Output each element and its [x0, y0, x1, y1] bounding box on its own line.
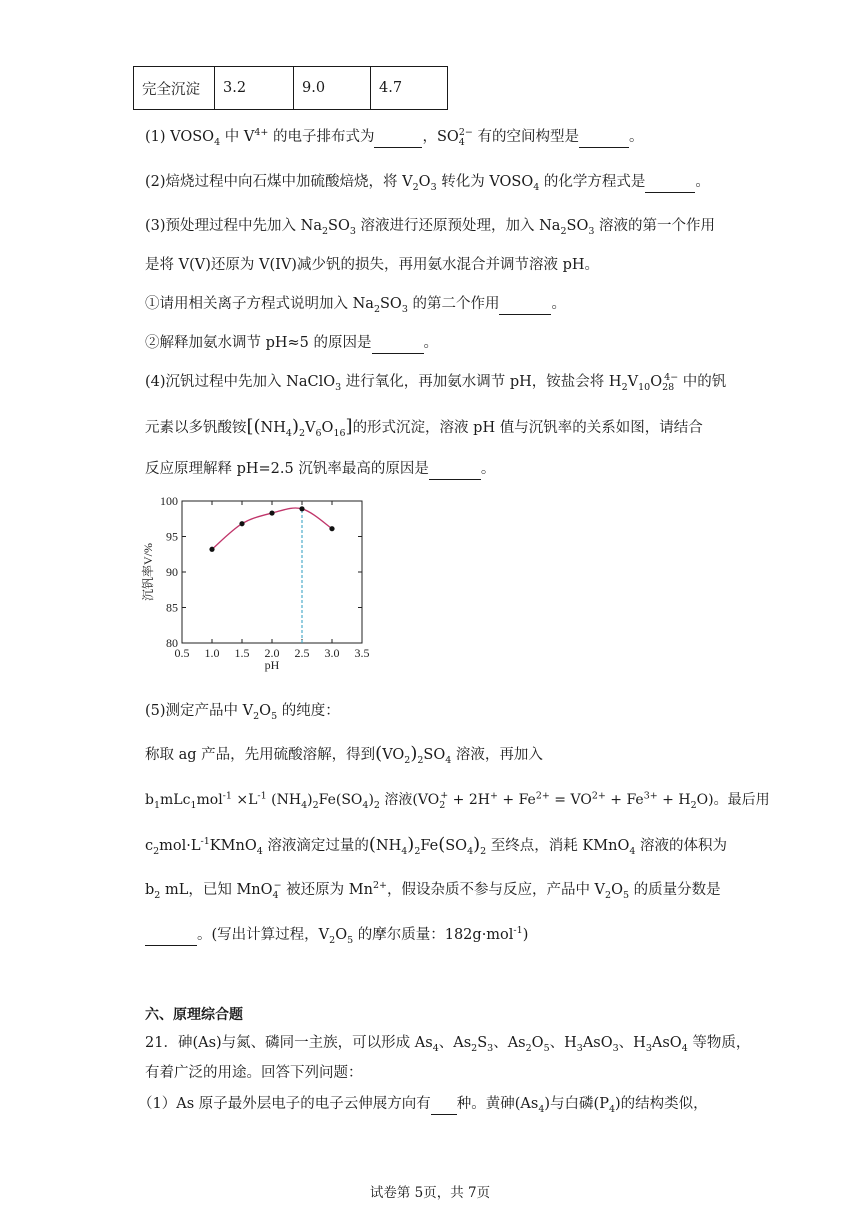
y-axis-label: 沉钒率V/%	[141, 543, 155, 601]
q4-text: 元素以多钒酸铵	[145, 420, 247, 436]
x-tick-label: 1.0	[204, 646, 220, 660]
y-tick-label: 90	[166, 565, 178, 579]
q5-text: O	[696, 792, 709, 808]
q3-text: 的第二个作用	[407, 296, 500, 312]
question-5-line-1: (5)测定产品中 $V_2O_5$ 的纯度：	[145, 703, 340, 722]
q4-text: O	[650, 374, 663, 390]
plot-frame	[182, 501, 362, 643]
answer-blank	[579, 127, 629, 148]
q21-text: 、As	[493, 1035, 526, 1051]
x-tick-label: 2.5	[294, 646, 310, 660]
q5-text: ，假设杂质不参与反应，产品中 V	[386, 882, 606, 898]
q2-text: 转化为 VOSO	[436, 174, 534, 190]
q3-text: SO	[380, 296, 402, 312]
q2-text: 。	[695, 174, 710, 190]
q21-text: )与白磷(P	[544, 1096, 609, 1112]
q1-text: 的电子排布式为	[268, 129, 375, 145]
q5-text: 溶液的体积为	[635, 838, 727, 854]
q3-text: 。	[551, 296, 566, 312]
data-point	[299, 506, 304, 511]
answer-blank	[145, 925, 197, 946]
question-5-line-3: $b_1mLc_1mol^{-1} \times L^{-1}$ $(NH_4)_2Fe(SO_4)_2$ 溶液$(VO_2^+ + 2H^+ + Fe^{2+} = VO^{2+} + Fe^{3+} + H_2O)$。最后用	[145, 790, 770, 811]
question-3-sub-2	[145, 333, 438, 354]
q4-text: V	[627, 374, 639, 390]
q21-text: )的结构类似，	[615, 1096, 708, 1112]
x-tick-label: 2.0	[264, 646, 280, 660]
q5-text: 。(写出计算过程，V	[197, 927, 330, 943]
q5-text: 至终点，消耗 KMnO	[486, 838, 630, 854]
q4-text: (4)沉钒过程中先加入 NaClO	[145, 374, 336, 390]
q1-text: (1) VOSO	[145, 129, 215, 145]
q5-text: + H	[657, 792, 691, 808]
q5-text: O	[259, 703, 272, 719]
page-footer: 试卷第 5页，共 7页	[369, 1185, 491, 1201]
x-tick-label: 3.5	[354, 646, 370, 660]
data-point	[329, 526, 334, 531]
question-4-line-3	[145, 459, 495, 480]
question-21-sub-1: （1）As 原子最外层电子的电子云伸展方向有 种。黄砷$(As_4)$与白磷$(P_4)$的结构类似，	[138, 1096, 708, 1115]
q1-text: 中 V	[220, 129, 255, 145]
answer-blank	[429, 459, 481, 480]
q5-text: b	[145, 882, 155, 898]
question-3-line-2: 是将 V(V)还原为 V(IV)减少钒的损失，再用氨水混合并调节溶液 pH。	[145, 257, 599, 273]
ammonium-polyvanadate-formula: [(	[246, 416, 261, 437]
question-1: (1) $VOSO_4$ 中 $V^{4+}$ 的电子排布式为 ，$SO_4^{2-}$ 有的空间构型是 。	[145, 127, 644, 148]
question-2: (2)焙烧过程中向石煤中加硫酸焙烧，将 $V_2O_3$ 转化为 $VOSO_4$ 的化学方程式是 。	[145, 174, 710, 193]
q5-text: )	[522, 927, 529, 943]
question-5-line-2: 称取 ag 产品，先用硫酸溶解，得到$(VO_2)_2SO_4$ 溶液，再加入	[145, 743, 543, 766]
q5-text: + Fe	[497, 792, 536, 808]
question-21-line-1: 21．砷(As)与氮、磷同一主族，可以形成 $As_4$、$As_2S_3$、$As_2O_5$、$H_3AsO_3$、$H_3AsO_4$ 等物质，	[145, 1035, 751, 1054]
q1-text: 。	[628, 129, 644, 145]
q5-text: (5)测定产品中 V	[145, 703, 254, 719]
q5-text: (NH	[266, 792, 302, 808]
q3-text: ①请用相关离子方程式说明加入 Na	[145, 296, 374, 312]
q5-text: ×L	[231, 792, 258, 808]
q4-text: 反应原理解释 pH=2.5 沉钒率最高的原因是	[145, 461, 429, 477]
q5-text: KMnO	[209, 838, 257, 854]
x-tick-label: 1.5	[234, 646, 250, 660]
q1-text: 有的空间构型是	[472, 129, 579, 145]
q21-text: 、H	[618, 1035, 646, 1051]
q4-text: 进行氧化，再加氨水调节 pH，铵盐会将 H	[341, 374, 622, 390]
q5-text: mL，已知 MnO	[160, 882, 273, 898]
q21-text: 等物质，	[687, 1035, 751, 1051]
table-cell: 9.0	[294, 67, 371, 110]
q21-text: O	[531, 1035, 544, 1051]
q4-text: 中的钒	[678, 374, 727, 390]
precipitation-table	[133, 66, 448, 110]
q5-text: 称取 ag 产品，先用硫酸溶解，得到	[145, 747, 376, 763]
q5-text: 的摩尔质量：182g·mol	[353, 927, 514, 943]
q5-text: 的质量分数是	[629, 882, 721, 898]
question-5-line-4: $c_2mol\cdot L^{-1}KMnO_4$ 溶液滴定过量的$(NH_4)_2Fe(SO_4)_2$ 至终点，消耗 KMnO$_4$ 溶液的体积为	[145, 834, 727, 857]
table-cell: 3.2	[215, 67, 294, 110]
x-tick-label: 3.0	[324, 646, 340, 660]
q2-text: O	[418, 174, 431, 190]
q3-text: SO	[328, 218, 350, 234]
q21-text: AsO	[651, 1035, 682, 1051]
q3-text: 。	[423, 335, 439, 351]
q5-text: c	[145, 838, 154, 854]
q5-text: O	[335, 927, 348, 943]
table-cell: 4.7	[371, 67, 448, 110]
q5-text: mol	[196, 792, 223, 808]
answer-blank	[499, 294, 551, 315]
q5-text: mol·L	[159, 838, 201, 854]
data-point	[269, 510, 274, 515]
y-tick-label: 80	[166, 636, 178, 650]
q5-text: 溶液滴定过量的	[262, 838, 369, 854]
q4-text: 的形式沉淀，溶液 pH 值与沉钒率的关系如图，请结合	[352, 420, 703, 436]
table-cell: 完全沉淀	[134, 67, 215, 110]
q21-text: S	[477, 1035, 488, 1051]
x-axis-label: pH	[264, 658, 280, 672]
data-point	[209, 547, 214, 552]
y-tick-label: 85	[166, 600, 178, 615]
answer-blank	[645, 172, 695, 193]
q3-text: 溶液进行还原预处理，加入 Na	[355, 218, 561, 234]
question-4-line-2: 元素以多钒酸铵$[(NH_4)_2V_6O_{16}]$的形式沉淀，溶液 pH 值与沉钒率的关系如图，请结合	[145, 416, 703, 439]
question-3-line-1: (3)预处理过程中先加入 $Na_2SO_3$ 溶液进行还原预处理，加入 $Na_2SO_3$ 溶液的第一个作用	[145, 218, 715, 237]
q21-text: 种。黄砷(As	[456, 1096, 539, 1112]
q3-text: (3)预处理过程中先加入 Na	[145, 218, 322, 234]
q5-text: + 2H	[448, 792, 490, 808]
q3-text: ②解释加氨水调节 pH≈5 的原因是	[145, 335, 372, 351]
q1-text: ，SO	[422, 129, 459, 145]
q5-text: b	[145, 792, 154, 808]
vanadium-precipitation-chart	[140, 490, 380, 680]
q4-text: 。	[480, 461, 496, 477]
question-21-line-2: 有着广泛的用途。回答下列问题：	[145, 1065, 363, 1081]
q5-text: Fe(SO	[318, 792, 363, 808]
q5-text: VO	[417, 792, 440, 808]
q5-text: 溶液(	[379, 792, 418, 808]
q2-text: 的化学方程式是	[539, 174, 646, 190]
q3-text: SO	[566, 218, 589, 234]
question-5-line-5: $b_2$ mL，已知 MnO$_4$− 被还原为 $Mn^{2+}$，假设杂质不参与反应，产品中 $V_2O_5$ 的质量分数是	[145, 880, 721, 901]
q5-text: )	[307, 792, 313, 808]
answer-blank	[374, 127, 422, 148]
y-tick-label: 95	[166, 529, 178, 544]
q2-text: (2)焙烧过程中向石煤中加硫酸焙烧，将 V	[145, 174, 413, 190]
question-5-line-6: 。(写出计算过程，$V_2O_5$ 的摩尔质量：182g·mol$^{-1}$)	[145, 925, 528, 946]
q21-text: （1）As 原子最外层电子的电子云伸展方向有	[138, 1096, 431, 1112]
answer-blank	[431, 1094, 457, 1115]
q3-text: 溶液的第一个作用	[594, 218, 715, 234]
q5-text: O	[611, 882, 623, 898]
q5-text: + Fe	[605, 792, 644, 808]
q5-text: 溶液，再加入	[451, 747, 543, 763]
q5-text: = VO	[549, 792, 592, 808]
table-row	[134, 67, 448, 110]
q5-text: 的纯度：	[277, 703, 340, 719]
x-tick-label: 0.5	[174, 646, 190, 660]
q5-text: mLc	[160, 792, 191, 808]
y-tick-label: 100	[160, 494, 178, 508]
q5-text: )。最后用	[708, 792, 770, 808]
question-4-line-1: (4)沉钒过程中先加入 NaClO$_3$ 进行氧化，再加氨水调节 pH，铵盐会将 $H_2V_{10}O_{28}^{4-}$ 中的钒	[145, 372, 727, 393]
q21-text: 、H	[549, 1035, 577, 1051]
question-3-sub-1: ①请用相关离子方程式说明加入 $Na_2SO_3$ 的第二个作用 。	[145, 296, 566, 315]
data-point	[239, 521, 244, 526]
q21-text: 21．砷(As)与氮、磷同一主族，可以形成 As	[145, 1035, 433, 1051]
q5-text: 被还原为 Mn	[281, 882, 373, 898]
section-heading: 六、原理综合题	[145, 1007, 243, 1023]
q21-text: 、As	[438, 1035, 472, 1051]
answer-blank	[372, 333, 424, 354]
q21-text: AsO	[582, 1035, 613, 1051]
q5-text: )	[368, 792, 374, 808]
